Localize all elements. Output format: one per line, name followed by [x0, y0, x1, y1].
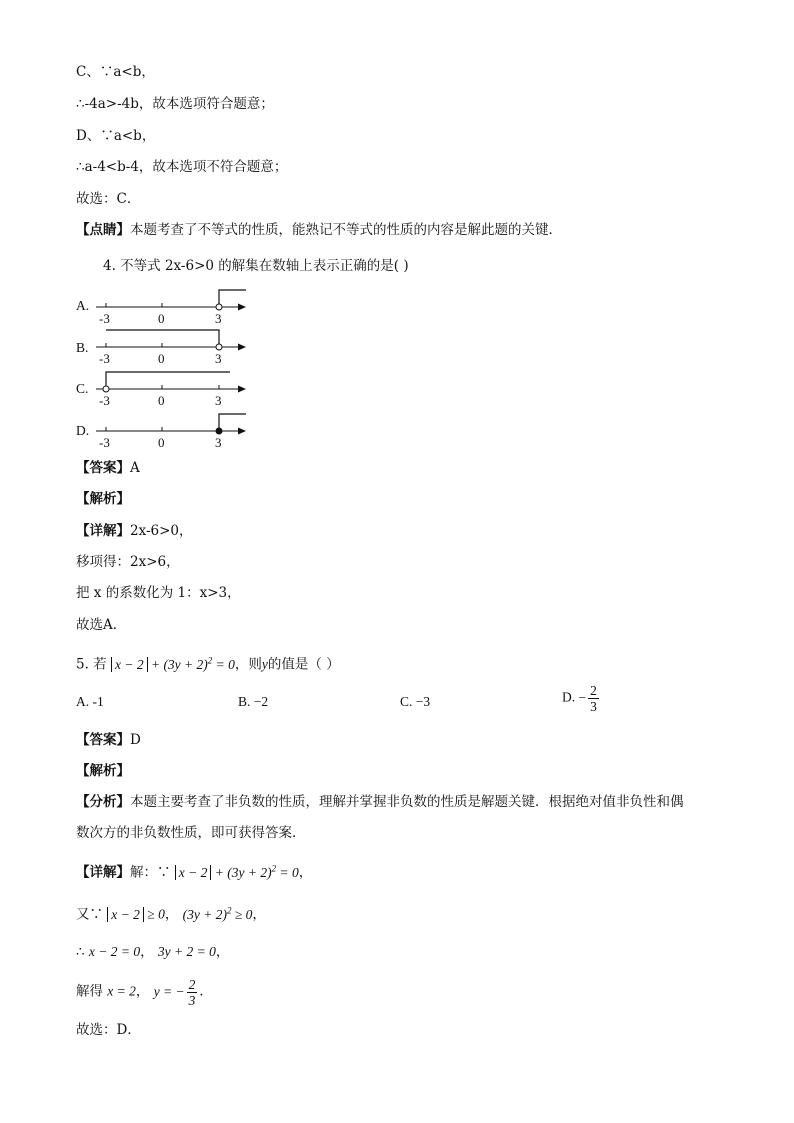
q5-analysis-tag: 【解析】 — [76, 763, 130, 779]
equation-1: $x - 2 + (3y + 2)^2 = 0$ — [175, 865, 299, 880]
tick-label-neg3: -3 — [99, 435, 110, 450]
q5-final: 故选：D． — [76, 1022, 141, 1038]
fenxi-text-1: 本题主要考查了非负数的性质，理解并掌握非负数的性质是解题关键．根据绝对值非负性和偶 — [130, 794, 684, 810]
tick-label-3: 3 — [215, 393, 222, 408]
solution-ray — [219, 414, 246, 428]
arrow-head — [238, 386, 246, 393]
solve-text: 解得 — [76, 983, 103, 1000]
q5-stem — [76, 650, 340, 675]
detail-tag: 【详解】 — [76, 864, 130, 881]
q5-stem-suffix: ，则 — [234, 656, 262, 673]
solution-ray — [219, 290, 246, 304]
number-line-b — [90, 328, 250, 368]
q5-option-d — [562, 683, 601, 714]
open-endpoint — [216, 304, 222, 310]
tick-label-neg3: -3 — [99, 311, 110, 326]
number-line-c — [90, 370, 250, 410]
tick-label-3: 3 — [215, 311, 222, 326]
solution-ray — [106, 330, 219, 344]
text-line-1: C、∵a<b， — [76, 64, 155, 80]
therefore-text: ∴ — [76, 944, 85, 960]
equation-3: $(3y + 2)^2 \ge 0$ — [182, 905, 253, 922]
q4-step-1: 移项得：2x>6， — [76, 554, 180, 570]
q5-fenxi-2: 数次方的非负数性质，即可获得答案． — [76, 825, 306, 841]
q4-answer — [76, 458, 140, 478]
q5-option-a: A. -1 — [76, 694, 104, 709]
tick-label-3: 3 — [215, 351, 222, 366]
open-endpoint — [103, 386, 109, 392]
answer-tag: 【答案】 — [76, 460, 130, 476]
tick-label-0: 0 — [158, 351, 165, 366]
q4-option-c-label: C. — [76, 381, 89, 396]
detail-text: 2x-6>0， — [130, 523, 193, 539]
text-line-4: ∴a-4<b-4，故本选项不符合题意； — [76, 159, 288, 175]
dianjing-line — [76, 220, 562, 240]
q5-option-c: C. −3 — [400, 694, 431, 709]
q4-option-a-label: A. — [76, 298, 90, 313]
q5-detail-3: ∴ x − 2 = 0， 3y + 2 = 0， — [76, 944, 230, 960]
q5-option-b: B. −2 — [238, 694, 269, 709]
dianjing-text: 本题考查了不等式的性质，能熟记不等式的性质的内容是解此题的关键． — [130, 222, 562, 238]
q5-answer — [76, 730, 141, 750]
answer-value: A — [130, 460, 140, 476]
answer-tag: 【答案】 — [76, 732, 130, 748]
q4-stem: 4. 不等式 2x-6>0 的解集在数轴上表示正确的是( ) — [103, 258, 409, 274]
tick-label-neg3: -3 — [99, 393, 110, 408]
equation-5: 3y + 2 = 0 — [157, 944, 216, 959]
q4-step-2: 把 x 的系数化为 1：x>3， — [76, 585, 241, 601]
text-line-3: D、∵a<b， — [76, 128, 156, 144]
q5-option-d-label: D. — [562, 689, 576, 705]
q4-analysis-tag: 【解析】 — [76, 491, 130, 507]
number-line-a — [90, 288, 250, 328]
q5-detail-4: 解得 x = 2， y = − $\frac{2}{3}$ ． — [76, 977, 213, 1008]
q5-detail-1: 【详解】解：∵ $x - 2 + (3y + 2)^2 = 0$， — [76, 863, 313, 881]
text-line-5: 故选：C． — [76, 191, 141, 207]
number-line-d — [90, 412, 250, 452]
detail-tag: 【详解】 — [76, 523, 130, 539]
tick-label-0: 0 — [158, 311, 165, 326]
q5-fenxi-1 — [76, 792, 684, 812]
arrow-head — [238, 344, 246, 351]
tick-label-0: 0 — [158, 435, 165, 450]
q5-option-d-value: − $\frac{2}{3}$ — [578, 683, 597, 714]
closed-endpoint — [216, 428, 222, 434]
equation-6: x = 2 — [107, 983, 136, 999]
q4-option-d-label: D. — [76, 423, 90, 438]
tick-label-neg3: -3 — [99, 351, 110, 366]
tick-label-3: 3 — [215, 435, 222, 450]
answer-value: D — [130, 732, 141, 748]
detail-prefix: 解：∵ — [130, 864, 171, 881]
text-line-2: ∴-4a>-4b，故本选项符合题意； — [76, 96, 274, 112]
q4-option-b-label: B. — [76, 340, 89, 355]
arrow-head — [238, 304, 246, 311]
q4-step-3: 故选A． — [76, 617, 127, 633]
q5-var: y — [261, 656, 268, 672]
arrow-head — [238, 428, 246, 435]
tick-label-0: 0 — [158, 393, 165, 408]
dianjing-tag: 【点睛】 — [76, 222, 130, 238]
open-endpoint — [216, 344, 222, 350]
q5-equation: $x - 2 + (3y + 2)^2 = 0$ — [111, 657, 235, 672]
equation-7: y = − $\frac{2}{3}$ — [153, 977, 196, 1008]
fenxi-tag: 【分析】 — [76, 794, 130, 810]
q5-stem-end: 的值是（ ） — [267, 656, 340, 673]
also-text: 又∵ — [76, 906, 103, 923]
q4-detail — [76, 521, 193, 541]
solution-ray — [106, 372, 230, 386]
q5-stem-prefix: 5. 若 — [76, 656, 107, 673]
equation-2: x − 2 ≥ 0 — [107, 907, 165, 922]
q5-detail-2: 又∵ x − 2 ≥ 0， $(3y + 2)^2 \ge 0$， — [76, 905, 266, 923]
equation-4: x − 2 = 0 — [88, 944, 141, 959]
